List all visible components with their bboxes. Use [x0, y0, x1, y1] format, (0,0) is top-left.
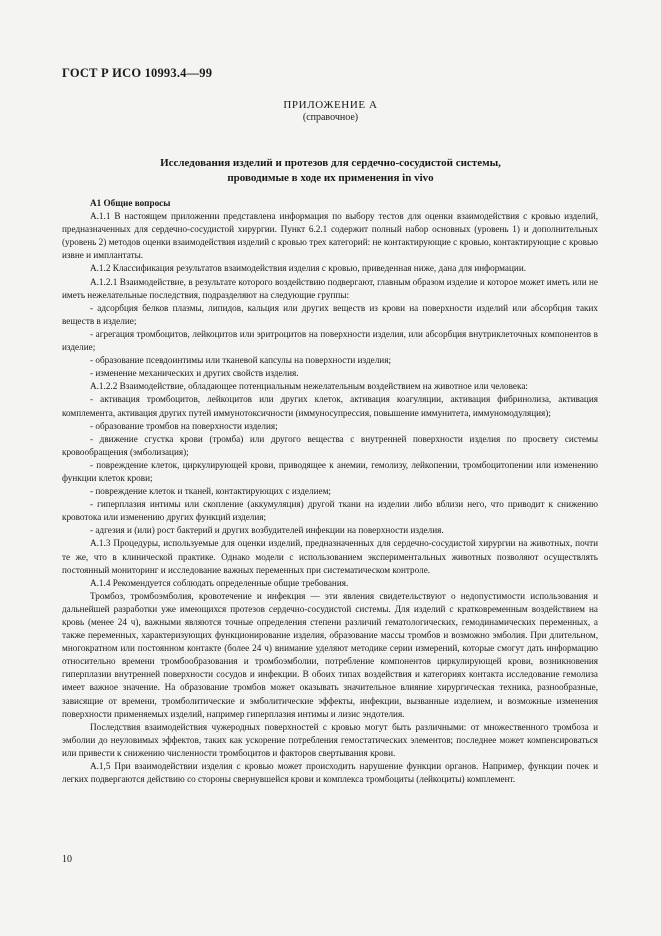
document-body — [62, 197, 598, 786]
section-title — [100, 156, 561, 186]
paragraph: А.1.3 Процедуры, используемые для оценки изделий, предназначенных для сердечно-сосудистой хирургии на животных, почти те же, что в клинической практике. Однако модели с использованием экспериментальных животных позволяют осуществлять постоянный мониторинг и исследование важных переменных при систематическом контроле. — [62, 538, 598, 575]
paragraph: Тромбоз, тромбоэмболия, кровотечение и инфекция — эти явления свидетельствуют о недопустимости использования и дальнейшей разработки уже имеющихся протезов сердечно-сосудистой системы. Для изделий с кратковременным воздействием на кровь (менее 24 ч), важными являются точные определения степени различий гематологических, гемодинамических переменных, а также переменных, характеризующих функционирование изделия, образование массы тромбов и возможно эмболия. При длительном, многократном или постоянном контакте (более 24 ч) внимание уделяют методике серии измерений, которые смогут дать информацию относительно времени тромбообразования и тромбоэмболии, потребление компонентов циркулирующей крови, возникновения гиперплазии внутренней поверхности сосудов и инфекции. В обоих типах воздействия и категориях контакта исследование гемолиза имеет важное значение. На образование тромбов может оказывать значительное влияние хирургическая техника, разнообразные, зависящие от времени, тромболитические и эмболитические эффекты, инфекции, вызванные изделием, и возможные изменения поверхности применяемых изделий, например гиперплазия интимы и лизис эндотелия. — [62, 590, 598, 719]
list-item: - агрегация тромбоцитов, лейкоцитов или эритроцитов на поверхности изделия, или абсорбция внутриклеточных компонентов в изделие; — [62, 328, 598, 353]
section-title-line-2: проводимые в ходе их применения in vivo — [227, 172, 434, 184]
paragraph: А.1.4 Рекомендуется соблюдать определенные общие требования. — [90, 577, 349, 588]
list-item: - активация тромбоцитов, лейкоцитов или других клеток, активация коагуляции, активация фибринолиза, активация комплемента, активация других путей иммунотоксичности (иммуносупрессия, повышение иммунитета, иммуномодуляция); — [62, 394, 598, 418]
standard-header: ГОСТ Р ИСО 10993.4—99 — [62, 66, 213, 80]
paragraph: Последствия взаимодействия чужеродных поверхностей с кровью могут быть различными: от множественного тромбоза и эмболии до неуловимых эффектов, таких как ускорение потребления гемостатических элементов; последнее может компенсироваться или привести к снижению численности тромбоцитов и факторов свертывания крови. — [62, 721, 598, 758]
list-item: - образование псевдоинтимы или тканевой капсулы на поверхности изделия; — [90, 355, 391, 366]
list-item: - повреждение клеток и тканей, контактирующих с изделием; — [90, 486, 331, 497]
list-item: - движение сгустка крови (тромба) или другого вещества с внутренней поверхности изделия по просвету системы кровообращения (эмболизация); — [62, 433, 598, 457]
list-item: - повреждение клеток, циркулирующей крови, приводящее к анемии, гемолизу, лейкопении, тромбоцитопении или изменению функции клеток крови; — [62, 459, 598, 483]
paragraph: А.1.2.1 Взаимодействие, в результате которого воздействию подвергают, главным образом изделие и которое может иметь или не иметь нежелательные последствия, подразделяют на следующие группы: — [62, 276, 598, 300]
list-item: - гиперплазия интимы или скопление (аккумуляция) другой ткани на изделии либо вблизи него, что приводит к снижению кровотока или изменению других функций изделия; — [62, 499, 598, 523]
list-item: - адгезия и (или) рост бактерий и других возбудителей инфекции на поверхности изделия. — [90, 525, 444, 536]
paragraph: А.1.2 Классификация результатов взаимодействия изделия с кровью, приведенная ниже, дана для информации. — [90, 263, 527, 274]
appendix-title: ПРИЛОЖЕНИЕ А — [283, 99, 378, 111]
page-number: 10 — [62, 854, 72, 865]
section-title-line-1: Исследования изделий и протезов для сердечно-сосудистой системы, — [160, 157, 501, 169]
subsection-heading: А1 Общие вопросы — [90, 198, 171, 208]
list-item: - образование тромбов на поверхности изделия; — [90, 420, 278, 431]
paragraph: А.1.2.2 Взаимодействие, обладающее потенциальным нежелательным воздействием на животное или человека: — [90, 381, 528, 392]
list-item: - адсорбция белков плазмы, липидов, кальция или других веществ из крови на поверхности изделий или абсорбция таких веществ в изделие; — [62, 302, 598, 326]
paragraph: А.1,5 При взаимодействии изделия с кровью может происходить нарушение функции органов. Например, функции почек и легких подвергаются действию со стороны свернувшейся крови и комплекса тромбоциты (лейкоциты) комплемент. — [62, 761, 598, 785]
list-item: - изменение механических и других свойств изделия. — [90, 368, 299, 379]
appendix-subtitle: (справочное) — [302, 112, 359, 123]
paragraph: А.1.1 В настоящем приложении представлена информация по выбору тестов для оценки взаимодействия с кровью изделий, предназначенных для сердечно-сосудистой хирургии. Пункт 6.2.1 содержит полный набор основных (уровень 1) и дополнительных (уровень 2) методов оценки взаимодействия изделий с кровью трех категорий: не контактирующие с кровью, контактирующие с кровью извне и имплантаты. — [62, 211, 598, 261]
